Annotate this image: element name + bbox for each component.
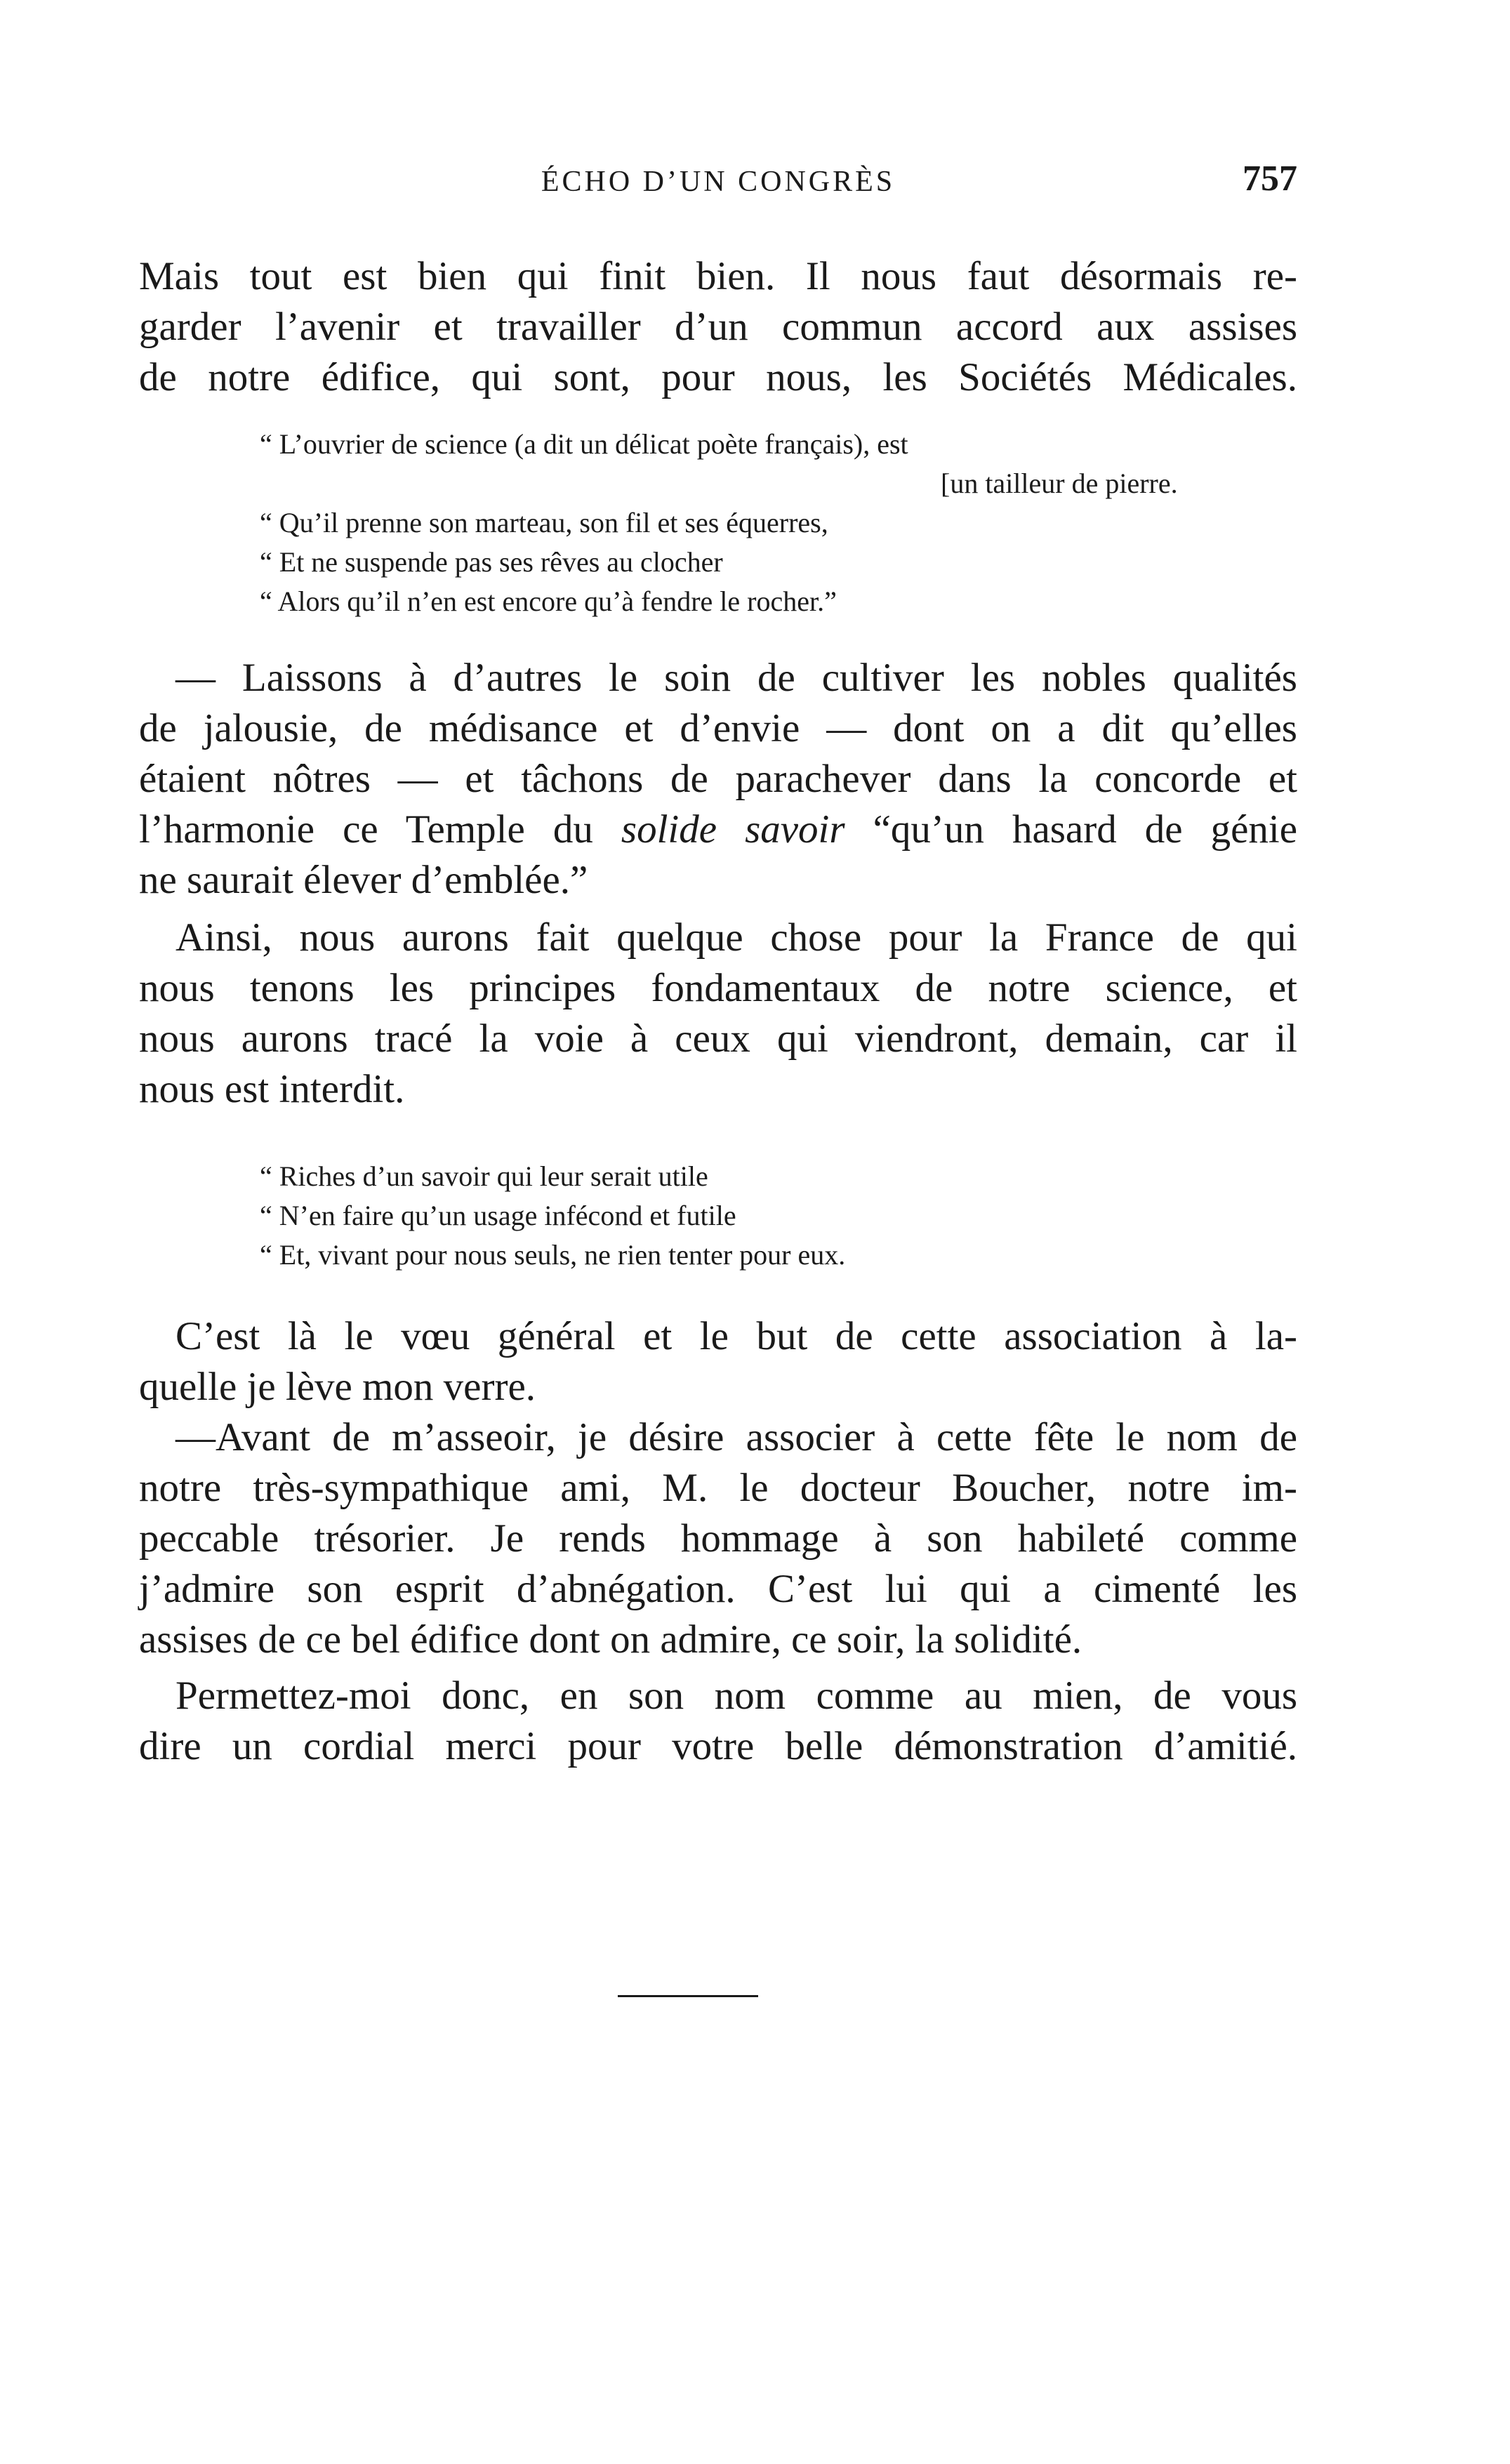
italic-phrase: solide savoir xyxy=(621,807,845,852)
end-rule xyxy=(618,1995,758,1997)
text-line: dire un cordial merci pour votre belle démonstration d’amitié. xyxy=(139,1724,1297,1768)
verse-line: “ Riches d’un savoir qui leur serait utile xyxy=(260,1160,708,1192)
verse-line: “ Qu’il prenne son marteau, son fil et ses équerres, xyxy=(260,507,828,538)
verse-line: “ Et, vivant pour nous seuls, ne rien tenter pour eux. xyxy=(260,1239,846,1271)
verse-line: “ Et ne suspende pas ses rêves au clocher xyxy=(260,546,723,578)
text-line: C’est là le vœu général et le but de cette association à la- xyxy=(175,1314,1297,1358)
running-head xyxy=(139,158,1297,207)
text-line: quelle je lève mon verre. xyxy=(139,1365,536,1409)
verse-line: “ L’ouvrier de science (a dit un délicat poète français), est xyxy=(260,428,908,460)
text-line: nous tenons les principes fondamentaux de notre science, et xyxy=(139,966,1297,1010)
verse-quote-2 xyxy=(260,1157,1228,1275)
verse-line-continuation: [un tailleur de pierre. xyxy=(941,468,1178,499)
page-number: 757 xyxy=(1243,159,1297,199)
paragraph-5 xyxy=(139,1412,1297,1665)
text-line: assises de ce bel édifice dont on admire, ce soir, la solidité. xyxy=(139,1617,1082,1662)
text-line: Ainsi, nous aurons fait quelque chose pour la France de qui xyxy=(175,915,1297,960)
text-line: —Avant de m’asseoir, je désire associer à cette fête le nom de xyxy=(175,1415,1297,1459)
paragraph-3 xyxy=(139,913,1297,1115)
text-line xyxy=(139,804,1297,855)
text-line: nous aurons tracé la voie à ceux qui viendront, demain, car il xyxy=(139,1016,1297,1061)
text-line: notre très-sympathique ami, M. le docteur Boucher, notre im- xyxy=(139,1466,1297,1510)
text-line: de jalousie, de médisance et d’envie — dont on a dit qu’elles xyxy=(139,706,1297,750)
text-segment: “qu’un hasard de génie xyxy=(845,807,1298,852)
verse-line: “ N’en faire qu’un usage infécond et futile xyxy=(260,1200,736,1231)
paragraph-4 xyxy=(139,1311,1297,1412)
text-line: garder l’avenir et travailler d’un commun accord aux assises xyxy=(139,305,1297,349)
paragraph-6 xyxy=(139,1671,1297,1772)
text-line: étaient nôtres — et tâchons de parachever dans la concorde et xyxy=(139,757,1297,801)
text-line: ne saurait élever d’emblée.” xyxy=(139,858,588,902)
text-line: de notre édifice, qui sont, pour nous, les Sociétés Médicales. xyxy=(139,355,1297,399)
verse-line: “ Alors qu’il n’en est encore qu’à fendre le rocher.” xyxy=(260,585,837,617)
verse-quote-1 xyxy=(260,425,1228,621)
text-line: — Laissons à d’autres le soin de cultiver les nobles qualités xyxy=(175,656,1297,700)
paragraph-1 xyxy=(139,251,1297,403)
text-line: Mais tout est bien qui finit bien. Il nous faut désormais re- xyxy=(139,254,1297,298)
text-line: j’admire son esprit d’abnégation. C’est lui qui a cimenté les xyxy=(139,1567,1297,1611)
text-line: Permettez-moi donc, en son nom comme au mien, de vous xyxy=(175,1674,1297,1718)
text-line: peccable trésorier. Je rends hommage à son habileté comme xyxy=(139,1516,1297,1561)
running-title: ÉCHO D’UN CONGRÈS xyxy=(541,166,896,198)
text-segment: l’harmonie ce Temple du xyxy=(139,807,621,852)
text-line: nous est interdit. xyxy=(139,1067,405,1111)
paragraph-2 xyxy=(139,653,1297,906)
